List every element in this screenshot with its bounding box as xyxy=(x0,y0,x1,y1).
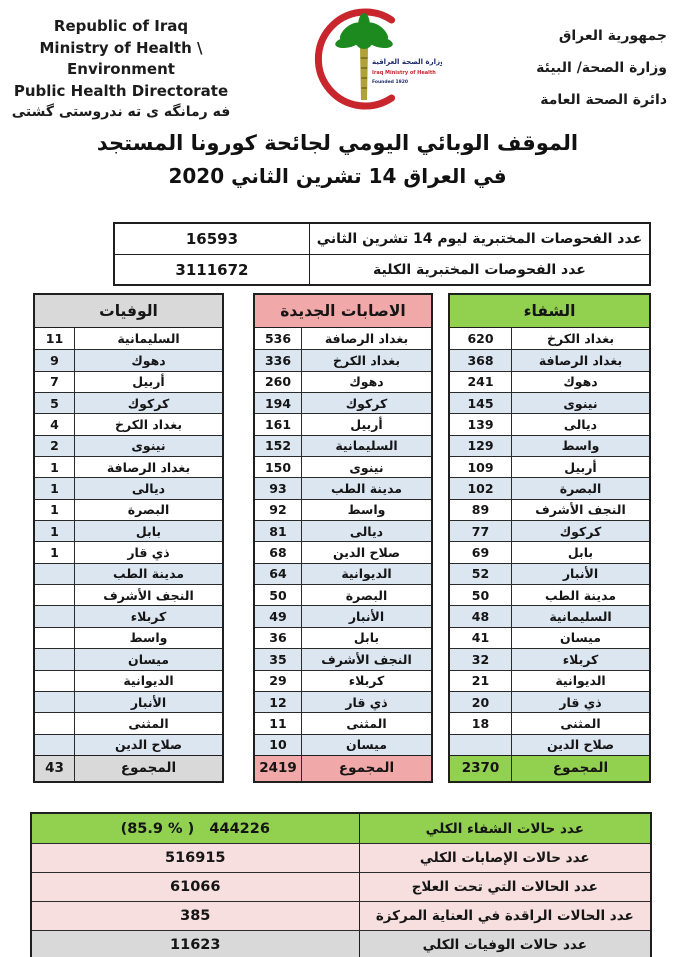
governorate-name: ديالى xyxy=(349,523,384,539)
table-row xyxy=(35,520,222,541)
recoveries-count: 77 xyxy=(450,521,512,541)
new-cases-count: 81 xyxy=(255,521,302,541)
governorate-name: ميسان xyxy=(346,737,387,753)
recoveries-count: 102 xyxy=(450,478,512,498)
new-cases-count: 29 xyxy=(255,671,302,691)
deaths-count xyxy=(35,564,75,584)
recoveries-table xyxy=(448,293,651,783)
table-row xyxy=(35,349,222,370)
table-row xyxy=(35,328,222,349)
deaths-table-rows xyxy=(35,328,222,755)
logo-arabic-text: وزارة الصحة العراقية xyxy=(372,58,442,66)
deaths-count: 4 xyxy=(35,414,75,434)
new-cases-count: 10 xyxy=(255,735,302,755)
governorate-name: النجف الأشرف xyxy=(535,502,626,518)
header-arabic-line: دائرة الصحة العامة xyxy=(540,92,667,108)
table-row xyxy=(255,413,431,434)
summary-value: 385 xyxy=(32,902,360,930)
deaths-count: 1 xyxy=(35,521,75,541)
lab-tests-label: عدد الفحوصات المختبرية ليوم 14 تشرين الثاني xyxy=(316,231,643,247)
header-english-line: Ministry of Health \ Environment xyxy=(39,38,203,78)
deaths-count: 1 xyxy=(35,478,75,498)
governorate-name: واسط xyxy=(561,438,600,454)
recoveries-count: 139 xyxy=(450,414,512,434)
deaths-count: 1 xyxy=(35,500,75,520)
table-row xyxy=(450,648,649,669)
table-row xyxy=(255,648,431,669)
table-row xyxy=(255,691,431,712)
deaths-count xyxy=(35,585,75,605)
header-english-block xyxy=(0,16,242,124)
governorate-name: مدينة الطب xyxy=(112,566,185,582)
table-row xyxy=(450,413,649,434)
governorate-name: ديالى xyxy=(563,417,598,433)
deaths-count xyxy=(35,606,75,626)
lab-tests-row xyxy=(115,254,649,284)
deaths-count: 11 xyxy=(35,328,75,349)
recoveries-count: 69 xyxy=(450,542,512,562)
governorate-name: بغداد الكرخ xyxy=(114,417,183,433)
header-arabic-line: جمهورية العراق xyxy=(558,28,667,44)
governorate-name: واسط xyxy=(347,502,386,518)
deaths-count: 7 xyxy=(35,372,75,392)
governorate-name: الديوانية xyxy=(341,566,392,582)
header-arabic-block xyxy=(512,20,667,116)
governorate-name: كركوك xyxy=(559,523,602,539)
new-cases-count: 64 xyxy=(255,564,302,584)
new-cases-count: 161 xyxy=(255,414,302,434)
governorate-name: ذي قار xyxy=(559,694,602,710)
governorate-name: الديوانية xyxy=(555,673,606,689)
governorate-name: بابل xyxy=(567,545,594,561)
table-row xyxy=(450,477,649,498)
table-row xyxy=(450,328,649,349)
new-cases-count: 93 xyxy=(255,478,302,498)
governorate-name: دهوك xyxy=(131,353,166,369)
table-row xyxy=(35,435,222,456)
report-title xyxy=(0,131,675,188)
table-row xyxy=(35,413,222,434)
deaths-count: 2 xyxy=(35,436,75,456)
table-row xyxy=(450,605,649,626)
palm-tree-icon xyxy=(334,13,394,100)
summary-label: عدد حالات الوفيات الكلي xyxy=(422,937,587,953)
new-cases-count: 11 xyxy=(255,713,302,733)
deaths-count xyxy=(35,671,75,691)
table-row xyxy=(35,499,222,520)
deaths-table xyxy=(33,293,224,783)
table-row xyxy=(255,456,431,477)
deaths-count: 1 xyxy=(35,457,75,477)
new-cases-count: 260 xyxy=(255,372,302,392)
table-row xyxy=(450,691,649,712)
governorate-name: كركوك xyxy=(127,395,170,411)
recoveries-table-header: الشفاء xyxy=(450,295,649,328)
governorate-name: دهوك xyxy=(563,374,598,390)
deaths-count xyxy=(35,649,75,669)
governorate-name: صلاح الدين xyxy=(546,737,615,753)
table-row xyxy=(450,456,649,477)
recoveries-count: 41 xyxy=(450,628,512,648)
deaths-count xyxy=(35,628,75,648)
table-row xyxy=(35,648,222,669)
header-english-line: Republic of Iraq xyxy=(53,17,189,35)
recoveries-total-value: 2370 xyxy=(450,756,512,781)
recoveries-count: 620 xyxy=(450,328,512,349)
new-cases-table xyxy=(253,293,433,783)
new-cases-count: 36 xyxy=(255,628,302,648)
recoveries-count: 20 xyxy=(450,692,512,712)
governorate-name: النجف الأشرف xyxy=(321,651,412,667)
governorate-name: السليمانية xyxy=(335,438,398,454)
governorate-name: المثنى xyxy=(346,715,387,731)
recoveries-count: 368 xyxy=(450,350,512,370)
logo-english-text: Iraq Ministry of Health xyxy=(372,70,436,76)
summary-label: عدد حالات الإصابات الكلي xyxy=(419,850,590,866)
table-row xyxy=(35,734,222,755)
table-row xyxy=(450,712,649,733)
table-row xyxy=(35,691,222,712)
governorate-name: السليمانية xyxy=(117,331,180,347)
deaths-count: 1 xyxy=(35,542,75,562)
table-row xyxy=(255,563,431,584)
lab-tests-value: 16593 xyxy=(115,224,310,254)
new-cases-count: 194 xyxy=(255,393,302,413)
summary-label: عدد الحالات الراقدة في العناية المركزة xyxy=(375,908,634,924)
summary-value: 61066 xyxy=(32,873,360,901)
governorate-name: المثنى xyxy=(560,715,601,731)
deaths-total-label: المجموع xyxy=(120,760,177,777)
governorate-name: أربيل xyxy=(350,417,383,433)
summary-row xyxy=(32,843,650,872)
table-row xyxy=(255,541,431,562)
summary-row xyxy=(32,930,650,957)
table-row xyxy=(450,392,649,413)
new-cases-count: 150 xyxy=(255,457,302,477)
governorate-name: واسط xyxy=(129,630,168,646)
governorate-name: بابل xyxy=(353,630,380,646)
report-title-line1: الموقف الوبائي اليومي لجائحة كورونا المستجد xyxy=(96,131,579,155)
table-row xyxy=(35,563,222,584)
table-row xyxy=(255,627,431,648)
deaths-count: 9 xyxy=(35,350,75,370)
governorate-name: النجف الأشرف xyxy=(103,587,194,603)
table-row xyxy=(35,584,222,605)
summary-table xyxy=(30,812,652,957)
governorate-name: صلاح الدين xyxy=(332,545,401,561)
report-title-line2: في العراق 14 تشرين الثاني 2020 xyxy=(168,164,507,188)
governorate-name: صلاح الدين xyxy=(114,737,183,753)
logo-founded-text: Founded 1920 xyxy=(372,80,408,85)
summary-value: 11623 xyxy=(32,931,360,957)
governorate-name: البصرة xyxy=(127,502,170,518)
recoveries-count: 48 xyxy=(450,606,512,626)
table-row xyxy=(255,734,431,755)
new-cases-count: 152 xyxy=(255,436,302,456)
table-row xyxy=(255,520,431,541)
table-row xyxy=(255,670,431,691)
ministry-logo xyxy=(292,2,442,117)
recoveries-count: 52 xyxy=(450,564,512,584)
recoveries-total-row xyxy=(450,755,649,781)
governorate-name: مدينة الطب xyxy=(330,481,403,497)
table-row xyxy=(35,712,222,733)
recoveries-count: 109 xyxy=(450,457,512,477)
governorate-name: الديوانية xyxy=(123,673,174,689)
lab-tests-label: عدد الفحوصات المختبرية الكلية xyxy=(373,261,586,278)
governorate-name: الأنبار xyxy=(562,566,599,582)
new-cases-count: 49 xyxy=(255,606,302,626)
table-row xyxy=(255,584,431,605)
table-row xyxy=(35,670,222,691)
table-row xyxy=(35,605,222,626)
governorate-name: كربلاء xyxy=(130,609,167,625)
recoveries-count: 89 xyxy=(450,500,512,520)
deaths-count: 5 xyxy=(35,393,75,413)
new-cases-count: 12 xyxy=(255,692,302,712)
recoveries-table-rows xyxy=(450,328,649,755)
governorate-name: دهوك xyxy=(349,374,384,390)
new-cases-count: 336 xyxy=(255,350,302,370)
summary-value: (85.9 % ) 444226 xyxy=(32,814,360,843)
recoveries-count xyxy=(450,735,512,755)
governorate-name: كربلاء xyxy=(562,651,599,667)
governorate-name: الأنبار xyxy=(348,609,385,625)
governorate-name: بغداد الكرخ xyxy=(332,353,401,369)
governorate-name: البصرة xyxy=(345,587,388,603)
summary-row xyxy=(32,814,650,843)
new-cases-total-row xyxy=(255,755,431,781)
recoveries-count: 129 xyxy=(450,436,512,456)
table-row xyxy=(255,328,431,349)
governorate-name: الأنبار xyxy=(130,694,167,710)
governorate-name: ذي قار xyxy=(127,545,170,561)
deaths-table-header: الوفيات xyxy=(35,295,222,328)
deaths-total-value: 43 xyxy=(35,756,75,781)
table-row xyxy=(35,456,222,477)
table-row xyxy=(35,392,222,413)
summary-label: عدد الحالات التي تحت العلاج xyxy=(411,879,598,895)
recoveries-count: 145 xyxy=(450,393,512,413)
recoveries-count: 32 xyxy=(450,649,512,669)
new-cases-count: 92 xyxy=(255,500,302,520)
ministry-logo-graphic xyxy=(292,2,442,117)
table-row xyxy=(450,435,649,456)
governorate-name: المثنى xyxy=(128,715,169,731)
governorate-name: ميسان xyxy=(560,630,601,646)
deaths-count xyxy=(35,735,75,755)
header-arabic-line: وزارة الصحة/ البيئة xyxy=(536,60,667,76)
governorate-name: ميسان xyxy=(128,651,169,667)
summary-row xyxy=(32,901,650,930)
lab-tests-row xyxy=(115,224,649,254)
table-row xyxy=(450,499,649,520)
table-row xyxy=(255,371,431,392)
governorate-name: بغداد الرصافة xyxy=(106,459,191,475)
governorate-name: نينوى xyxy=(563,395,598,411)
governorate-name: السليمانية xyxy=(549,609,612,625)
governorate-name: أربيل xyxy=(132,374,165,390)
governorate-name: ديالى xyxy=(131,481,166,497)
table-row xyxy=(255,477,431,498)
recoveries-count: 21 xyxy=(450,671,512,691)
deaths-count xyxy=(35,713,75,733)
governorate-name: نينوى xyxy=(131,438,166,454)
new-cases-count: 536 xyxy=(255,328,302,349)
governorate-name: نينوى xyxy=(349,459,384,475)
lab-tests-table xyxy=(113,222,651,286)
governorate-name: بغداد الرصافة xyxy=(538,353,623,369)
table-row xyxy=(35,541,222,562)
summary-label: عدد حالات الشفاء الكلي xyxy=(425,820,584,837)
governorate-name: أربيل xyxy=(564,459,597,475)
governorate-name: بابل xyxy=(135,523,162,539)
new-cases-table-header: الاصابات الجديدة xyxy=(255,295,431,328)
table-row xyxy=(255,499,431,520)
governorate-name: بغداد الرصافة xyxy=(324,331,409,347)
header-kurdish-line: فه رمانگه ی ته ندروستی گشتی xyxy=(11,104,231,120)
new-cases-table-rows xyxy=(255,328,431,755)
new-cases-total-label: المجموع xyxy=(338,760,395,777)
recoveries-total-label: المجموع xyxy=(552,760,609,777)
summary-value: 516915 xyxy=(32,844,360,872)
new-cases-count: 50 xyxy=(255,585,302,605)
recoveries-count: 241 xyxy=(450,372,512,392)
table-row xyxy=(35,627,222,648)
table-row xyxy=(450,584,649,605)
governorate-name: كربلاء xyxy=(348,673,385,689)
table-row xyxy=(450,563,649,584)
table-row xyxy=(255,712,431,733)
governorate-name: مدينة الطب xyxy=(544,587,617,603)
governorate-name: بغداد الكرخ xyxy=(546,331,615,347)
governorate-name: ذي قار xyxy=(345,694,388,710)
new-cases-count: 68 xyxy=(255,542,302,562)
logo-text xyxy=(372,58,442,85)
table-row xyxy=(255,435,431,456)
deaths-count xyxy=(35,692,75,712)
new-cases-total-value: 2419 xyxy=(255,756,302,781)
table-row xyxy=(450,520,649,541)
summary-row xyxy=(32,872,650,901)
recoveries-count: 18 xyxy=(450,713,512,733)
governorate-name: البصرة xyxy=(559,481,602,497)
table-row xyxy=(255,349,431,370)
table-row xyxy=(450,627,649,648)
table-row xyxy=(450,734,649,755)
header-english-line: Public Health Directorate xyxy=(13,81,229,100)
table-row xyxy=(450,349,649,370)
recoveries-count: 50 xyxy=(450,585,512,605)
table-row xyxy=(255,605,431,626)
lab-tests-value: 3111672 xyxy=(115,255,310,284)
table-row xyxy=(35,477,222,498)
table-row xyxy=(450,371,649,392)
table-row xyxy=(255,392,431,413)
table-row xyxy=(35,371,222,392)
deaths-total-row xyxy=(35,755,222,781)
table-row xyxy=(450,541,649,562)
table-row xyxy=(450,670,649,691)
governorate-name: كركوك xyxy=(345,395,388,411)
new-cases-count: 35 xyxy=(255,649,302,669)
